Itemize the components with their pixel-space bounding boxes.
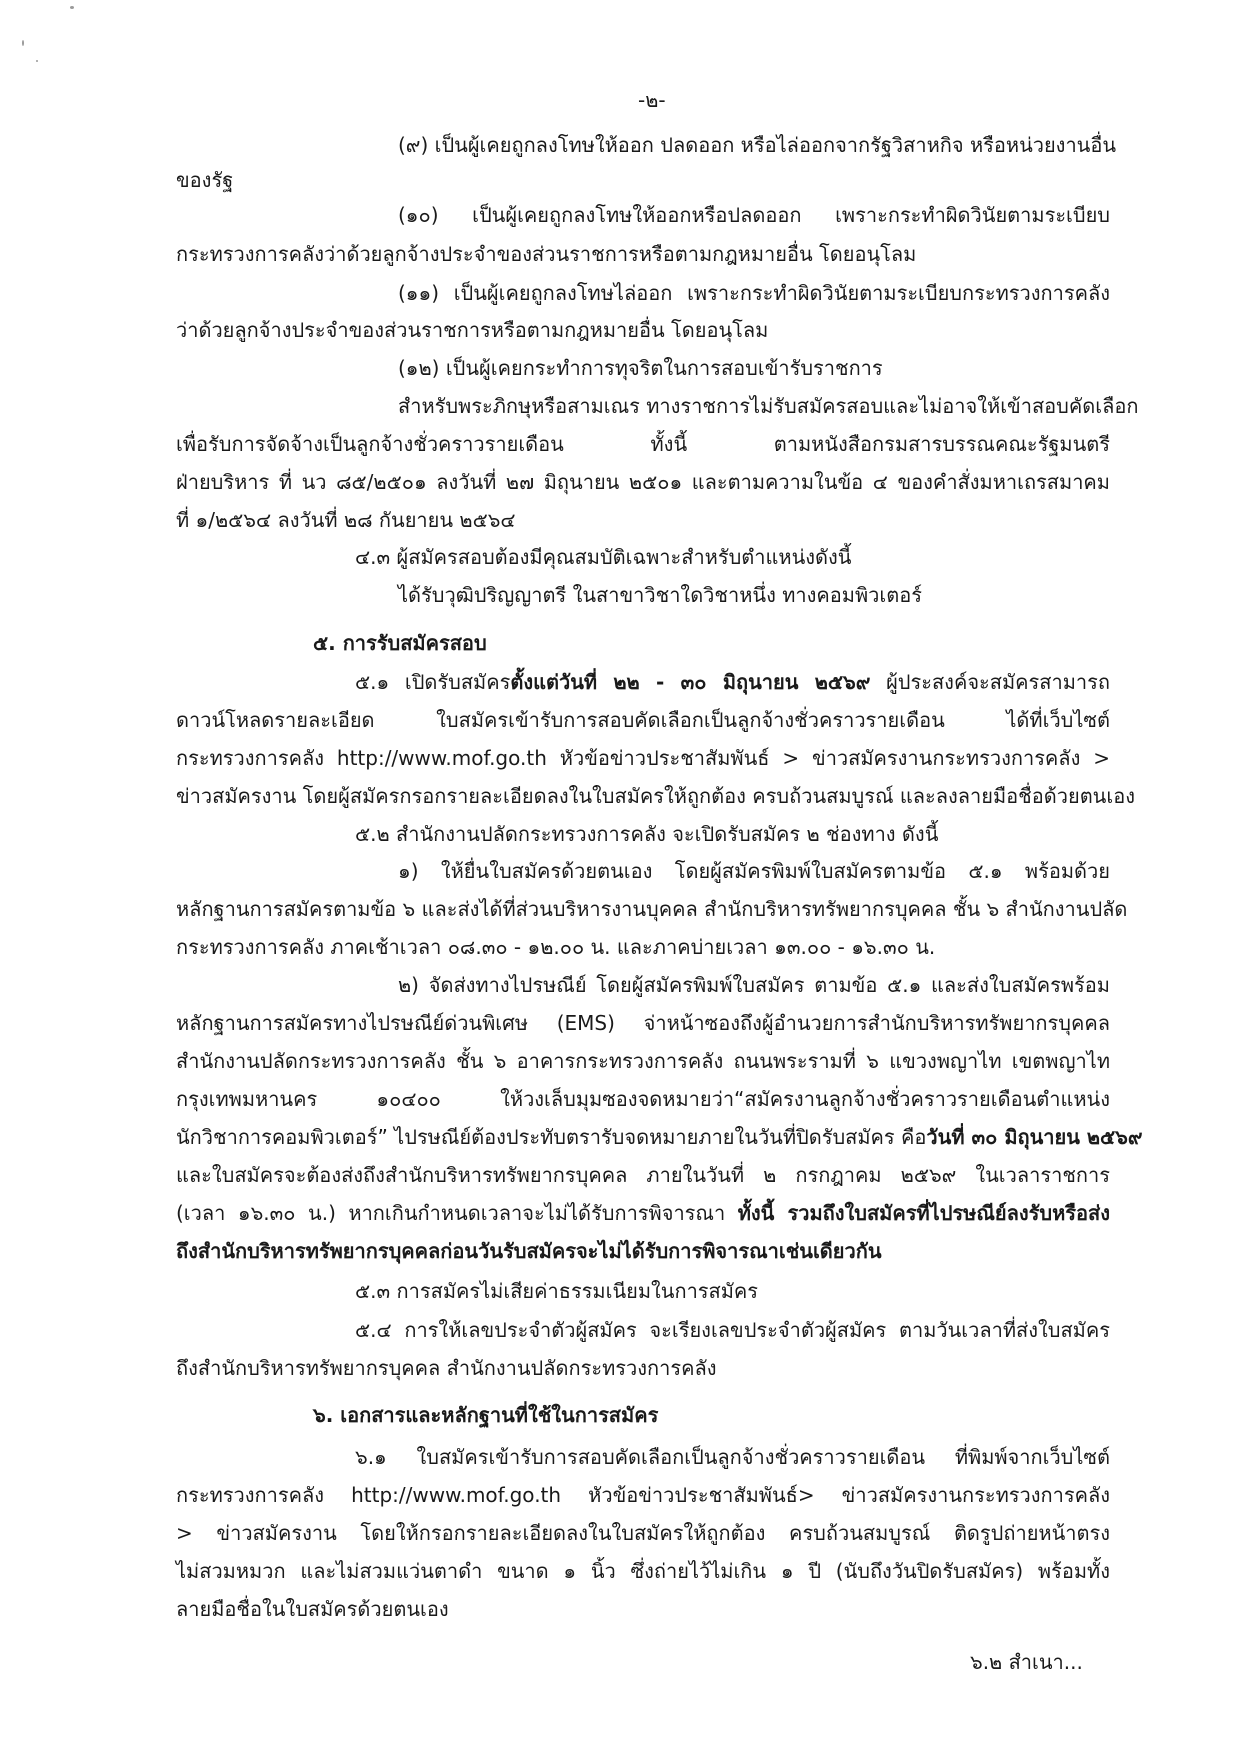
text-line: ฝ่ายบริหาร ที่ นว ๘๕/๒๕๐๑ ลงวันที่ ๒๗ มิถุนายน ๒๕๐๑ และตามความในข้อ ๔ ของคำสั่งมหาเถรสมาคม [176, 470, 1110, 494]
text-line [355, 667, 1110, 697]
text-line: > ข่าวสมัครงาน โดยให้กรอกรายละเอียดลงในใบสมัครให้ถูกต้อง ครบถ้วนสมบูรณ์ ติดรูปถ่ายหน้าตรง [176, 1521, 1110, 1545]
text-line: ๒) จัดส่งทางไปรษณีย์ โดยผู้สมัครพิมพ์ใบสมัคร ตามข้อ ๕.๑ และส่งใบสมัครพร้อม [398, 973, 1110, 997]
text-run: ผู้ประสงค์จะสมัครสามารถ [870, 670, 1110, 694]
text-line [176, 1198, 1110, 1228]
text-line: ๖.๑ ใบสมัครเข้ารับการสอบคัดเลือกเป็นลูกจ้างชั่วคราวรายเดือน ที่พิมพ์จากเว็บไซต์ [355, 1445, 1110, 1469]
section-heading: ๕. การรับสมัครสอบ [313, 631, 487, 655]
text-line: กรุงเทพมหานคร ๑๐๔๐๐ ให้วงเล็บมุมซองจดหมายว่า“สมัครงานลูกจ้างชั่วคราวรายเดือนตำแหน่ง [176, 1087, 1110, 1111]
text-line: ลายมือชื่อในใบสมัครด้วยตนเอง [176, 1597, 449, 1621]
application-period: ตั้งแต่วันที่ ๒๒ - ๓๐ มิถุนายน ๒๕๖๙ [510, 670, 871, 694]
text-line: ข่าวสมัครงาน โดยผู้สมัครกรอกรายละเอียดลงในใบสมัครให้ถูกต้อง ครบถ้วนสมบูรณ์ และลงลายมือชื่อด้วยตนเอง [176, 784, 1135, 808]
text-line: สำหรับพระภิกษุหรือสามเณร ทางราชการไม่รับสมัครสอบและไม่อาจให้เข้าสอบคัดเลือก [398, 394, 1139, 418]
text-line: ถึงสำนักบริหารทรัพยากรบุคคล สำนักงานปลัดกระทรวงการคลัง [176, 1356, 717, 1380]
text-line: หลักฐานการสมัครทางไปรษณีย์ด่วนพิเศษ (EMS) จ่าหน้าซองถึงผู้อำนวยการสำนักบริหารทรัพยากรบุคคล [176, 1011, 1110, 1035]
closing-date: วันที่ ๓๐ มิถุนายน ๒๕๖๙ [926, 1125, 1143, 1149]
text-line: และใบสมัครจะต้องส่งถึงสำนักบริหารทรัพยากรบุคคล ภายในวันที่ ๒ กรกฎาคม ๒๕๖๙ ในเวลาราชการ [176, 1163, 1110, 1187]
text-line: ๕.๒ สำนักงานปลัดกระทรวงการคลัง จะเปิดรับสมัคร ๒ ช่องทาง ดังนี้ [355, 822, 939, 846]
text-line: เพื่อรับการจัดจ้างเป็นลูกจ้างชั่วคราวรายเดือน ทั้งนี้ ตามหนังสือกรมสารบรรณคณะรัฐมนตรี [176, 432, 1110, 456]
text-line: กระทรวงการคลัง ภาคเช้าเวลา ๐๘.๓๐ - ๑๒.๐๐ น. และภาคบ่ายเวลา ๑๓.๐๐ - ๑๖.๓๐ น. [176, 935, 936, 959]
text-line: กระทรวงการคลัง http://www.mof.go.th หัวข้อข่าวประชาสัมพันธ์> ข่าวสมัครงานกระทรวงการคลัง [176, 1483, 1110, 1507]
text-line: ๕.๔ การให้เลขประจำตัวผู้สมัคร จะเรียงเลขประจำตัวผู้สมัคร ตามวันเวลาที่ส่งใบสมัคร [355, 1318, 1110, 1342]
text-line: ดาวน์โหลดรายละเอียด ใบสมัครเข้ารับการสอบคัดเลือกเป็นลูกจ้างชั่วคราวรายเดือน ได้ที่เว็บไซต์ [176, 708, 1110, 732]
text-run: (เวลา ๑๖.๓๐ น.) หากเกินกำหนดเวลาจะไม่ได้รับการพิจารณา [176, 1201, 738, 1225]
page-footer-continuation: ๖.๒ สำเนา... [970, 1650, 1083, 1674]
text-line: (๑๑) เป็นผู้เคยถูกลงโทษไล่ออก เพราะกระทำผิดวินัยตามระเบียบกระทรวงการคลัง [398, 281, 1110, 305]
scan-speck [36, 60, 38, 62]
bold-notice: ทั้งนี้ รวมถึงใบสมัครที่ไปรษณีย์ลงรับหรือส่ง [737, 1201, 1110, 1225]
text-line: (๑๒) เป็นผู้เคยกระทำการทุจริตในการสอบเข้ารับราชการ [398, 356, 883, 380]
page-number: -๒- [638, 88, 666, 112]
text-line: (๑๐) เป็นผู้เคยถูกลงโทษให้ออกหรือปลดออก เพราะกระทำผิดวินัยตามระเบียบ [398, 203, 1110, 227]
text-line: ได้รับวุฒิปริญญาตรี ในสาขาวิชาใดวิชาหนึ่ง ทางคอมพิวเตอร์ [398, 583, 922, 607]
bold-notice: ถึงสำนักบริหารทรัพยากรบุคคลก่อนวันรับสมัครจะไม่ได้รับการพิจารณาเช่นเดียวกัน [176, 1239, 882, 1263]
text-line: ไม่สวมหมวก และไม่สวมแว่นตาดำ ขนาด ๑ นิ้ว ซึ่งถ่ายไว้ไม่เกิน ๑ ปี (นับถึงวันปิดรับสมัคร) พร้อมทั้ง [176, 1559, 1110, 1583]
text-line [176, 1122, 1143, 1152]
section-heading: ๖. เอกสารและหลักฐานที่ใช้ในการสมัคร [313, 1403, 659, 1427]
text-line: ๑) ให้ยื่นใบสมัครด้วยตนเอง โดยผู้สมัครพิมพ์ใบสมัครตามข้อ ๕.๑ พร้อมด้วย [398, 859, 1110, 883]
text-line: หลักฐานการสมัครตามข้อ ๖ และส่งได้ที่ส่วนบริหารงานบุคคล สำนักบริหารทรัพยากรบุคคล ชั้น ๖ สำนักงานปลัด [176, 897, 1128, 921]
text-line: ที่ ๑/๒๕๖๔ ลงวันที่ ๒๘ กันยายน ๒๕๖๔ [176, 508, 516, 532]
text-line: ว่าด้วยลูกจ้างประจำของส่วนราชการหรือตามกฎหมายอื่น โดยอนุโลม [176, 318, 769, 342]
text-line: กระทรวงการคลัง http://www.mof.go.th หัวข้อข่าวประชาสัมพันธ์ > ข่าวสมัครงานกระทรวงการคลัง > [176, 746, 1110, 770]
text-line: กระทรวงการคลังว่าด้วยลูกจ้างประจำของส่วนราชการหรือตามกฎหมายอื่น โดยอนุโลม [176, 242, 917, 266]
scan-speck [70, 6, 74, 9]
text-run: ๕.๑ เปิดรับสมัคร [355, 670, 511, 694]
text-line: ของรัฐ [176, 168, 234, 192]
text-line: สำนักงานปลัดกระทรวงการคลัง ชั้น ๖ อาคารกระทรวงการคลัง ถนนพระรามที่ ๖ แขวงพญาไท เขตพญาไท [176, 1049, 1110, 1073]
text-line: (๙) เป็นผู้เคยถูกลงโทษให้ออก ปลดออก หรือไล่ออกจากรัฐวิสาหกิจ หรือหน่วยงานอื่น [398, 133, 1117, 157]
scan-speck [22, 40, 24, 46]
text-line: ๕.๓ การสมัครไม่เสียค่าธรรมเนียมในการสมัคร [355, 1279, 759, 1303]
text-line: ๔.๓ ผู้สมัครสอบต้องมีคุณสมบัติเฉพาะสำหรับตำแหน่งดังนี้ [355, 545, 852, 569]
text-run: นักวิชาการคอมพิวเตอร์” ไปรษณีย์ต้องประทับตรารับจดหมายภายในวันที่ปิดรับสมัคร คือ [176, 1125, 927, 1149]
